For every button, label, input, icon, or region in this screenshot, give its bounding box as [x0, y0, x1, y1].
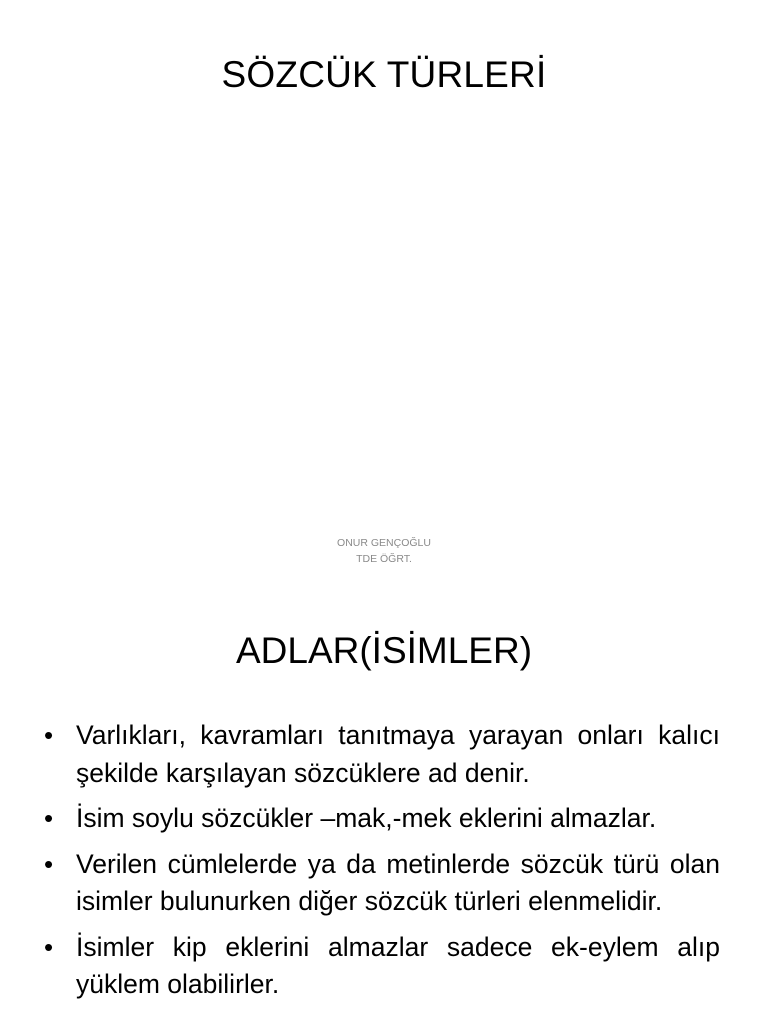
bullet-item [44, 929, 720, 1004]
bullet-item [44, 846, 720, 921]
bullet-item [44, 800, 720, 838]
bullet-list [44, 717, 720, 1012]
bullet-dot-icon: • [44, 803, 54, 833]
author-role: TDE ÖĞRT. [356, 553, 412, 565]
section-title: ADLAR(İSİMLER) [235, 630, 533, 671]
bullet-dot-icon: • [44, 931, 54, 962]
bullet-text: Varlıkları, kavramları tanıtmaya yarayan onları kalıcı şekilde karşılayan sözcüklere ad denir. [76, 720, 720, 788]
bullet-item [44, 717, 720, 792]
bullet-dot-icon: • [44, 720, 54, 750]
content-slide [0, 590, 768, 1024]
bullet-text: İsimler kip eklerini almazlar sadece ek-eylem alıp yüklem olabilirler. [76, 931, 720, 999]
bullet-text: Verilen cümlelerde ya da metinlerde sözcük türü olan isimler bulunurken diğer sözcük türleri elenmelidir. [76, 848, 720, 916]
slide-title: SÖZCÜK TÜRLERİ [221, 54, 547, 95]
bullet-dot-icon: • [44, 848, 54, 879]
author-name: ONUR GENÇOĞLU [337, 537, 431, 549]
bullet-text: İsim soylu sözcükler –mak,-mek eklerini almazlar. [76, 803, 657, 833]
author-block [0, 535, 768, 567]
